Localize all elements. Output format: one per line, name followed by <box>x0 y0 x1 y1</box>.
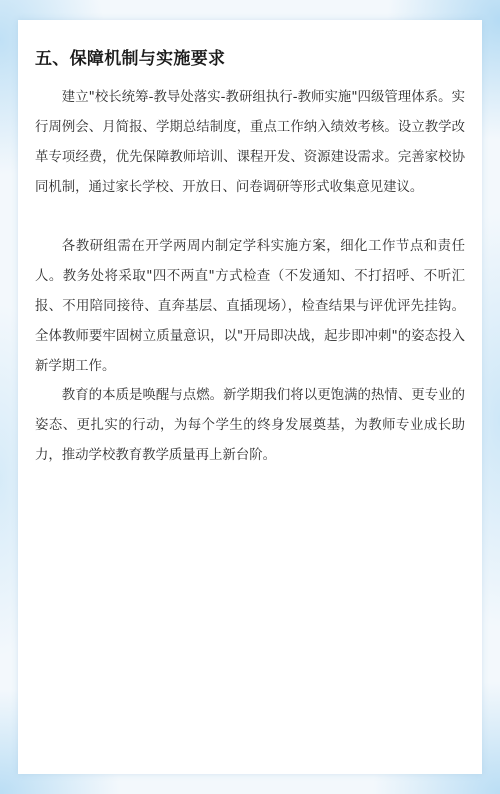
paragraph-inspection: 各教研组需在开学两周内制定学科实施方案，细化工作节点和责任人。教务处将采取"四不两直"方式检查（不发通知、不打招呼、不听汇报、不用陪同接待、直奔基层、直插现场），检查结果与评优评先挂钩。全体教师要牢固树立质量意识，以"开局即决战，起步即冲刺"的姿态投入新学期工作。 <box>35 239 465 374</box>
paragraph-management-system: 建立"校长统筹-教导处落实-教研组执行-教师实施"四级管理体系。实行周例会、月简报、学期总结制度，重点工作纳入绩效考核。设立教学改革专项经费，优先保障教师培训、课程开发、资源建设需求。完善家校协同机制，通过家长学校、开放日、问卷调研等形式收集意见建议。 <box>35 90 465 195</box>
section-heading: 五、保障机制与实施要求 <box>35 49 226 69</box>
paragraph-closing: 教育的本质是唤醒与点燃。新学期我们将以更饱满的热情、更专业的姿态、更扎实的行动，为每个学生的终身发展奠基，为教师专业成长助力，推动学校教育教学质量再上新台阶。 <box>35 388 465 463</box>
